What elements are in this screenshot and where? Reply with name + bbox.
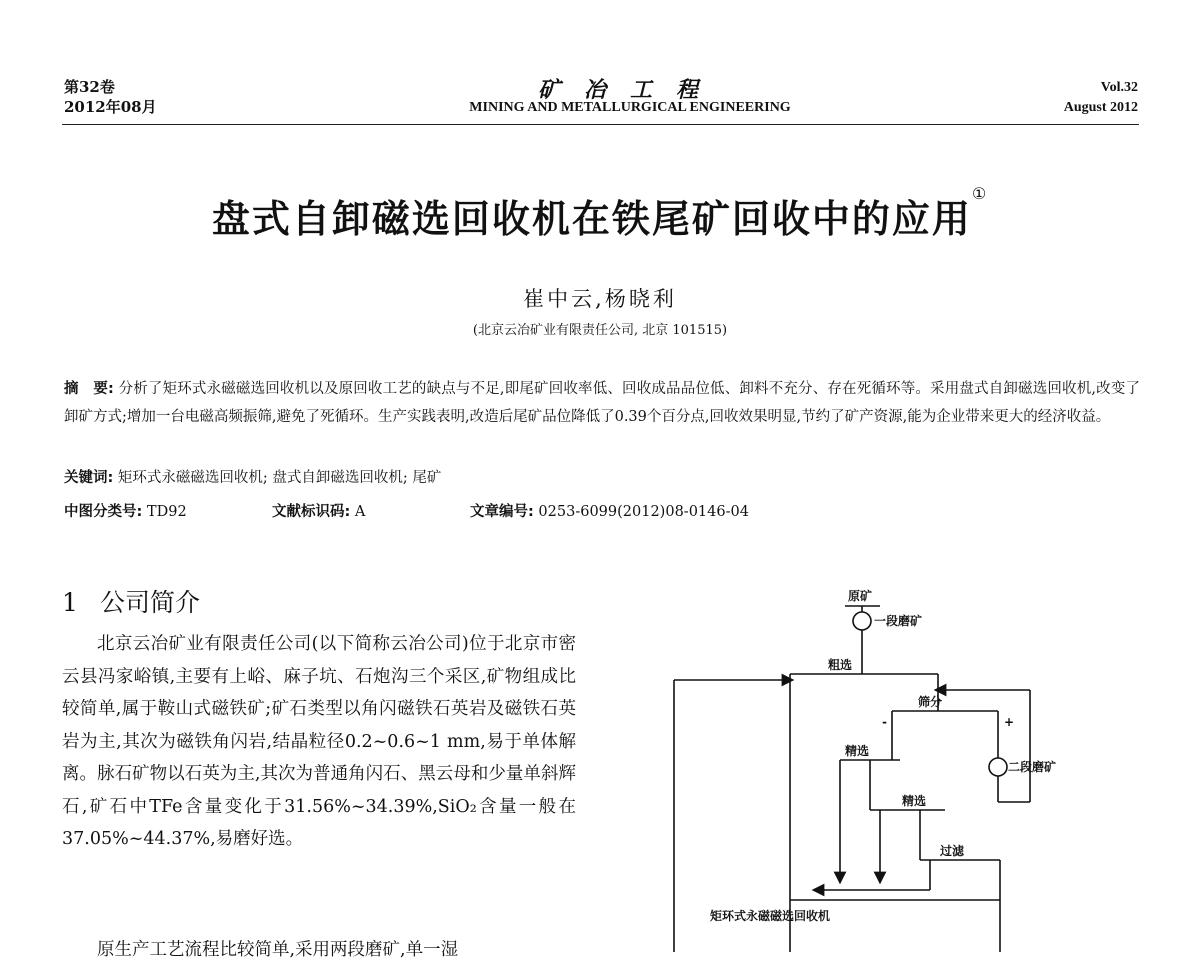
keywords — [64, 466, 441, 487]
diagram-screening: 筛分 — [918, 695, 943, 709]
diagram-minus: - — [882, 715, 887, 729]
diagram-raw-ore: 原矿 — [848, 589, 873, 603]
title-footnote-mark: ① — [971, 184, 989, 203]
authors: 崔中云,杨晓利 — [523, 287, 677, 311]
date-en: August 2012 — [1063, 100, 1138, 115]
clc-value: TD92 — [146, 504, 187, 520]
doc-code-value: A — [354, 504, 366, 520]
abstract-label: 摘 要: — [64, 381, 114, 397]
header-rule — [62, 124, 1139, 125]
article-no-label: 文章编号: — [470, 504, 534, 520]
diagram-recovery-machine: 矩环式永磁磁选回收机 — [710, 909, 831, 923]
section-number: 1 — [62, 588, 78, 617]
abstract — [64, 375, 1140, 431]
abstract-text: 分析了矩环式永磁磁选回收机以及原回收工艺的缺点与不足,即尾矿回收率低、回收成品品位低、卸料不充分、存在死循环等。采用盘式自卸磁选回收机,改变了卸矿方式;增加一台电磁高频振筛,避免了死循环。生产实践表明,改造后尾矿品位降低了0.39个百分点,回收效果明显,节约了矿产资源,能为企业带来更大的经济收益。 — [64, 381, 1140, 425]
keywords-label: 关键词: — [64, 470, 114, 486]
paper-title — [60, 184, 1140, 243]
diagram-grinding-2: 二段磨矿 — [1008, 760, 1057, 774]
diagram-cleaning-1: 精选 — [845, 744, 870, 758]
clc-label: 中图分类号: — [64, 504, 143, 520]
diagram-cleaning-2: 精选 — [902, 794, 927, 808]
grinding-1-circle — [853, 612, 871, 630]
section-paragraph-1: 北京云冶矿业有限责任公司(以下简称云冶公司)位于北京市密云县冯家峪镇,主要有上峪、麻子坑、石炮沟三个采区,矿物组成比较简单,属于鞍山式磁铁矿;矿石类型以角闪磁铁石英岩及磁铁石英岩为主,其次为磁铁角闪岩,结晶粒径0.2~0.6~1 mm,易于单体解离。脉石矿物以石英为主,其次为普通角闪石、黑云母和少量单斜辉石,矿石中TFe含量变化于31.56%~34.39%,SiO₂含量一般在37.05%~44.37%,易磨好选。 — [62, 634, 576, 849]
keywords-text: 矩环式永磁磁选回收机; 盘式自卸磁选回收机; 尾矿 — [117, 470, 442, 486]
process-flow-diagram — [640, 570, 1180, 952]
volume-en: Vol.32 — [1100, 80, 1138, 95]
journal-title-en: MINING AND METALLURGICAL ENGINEERING — [469, 100, 791, 115]
article-no-value: 0253-6099(2012)08-0146-04 — [538, 504, 749, 520]
diagram-filtering: 过滤 — [940, 844, 965, 858]
section-title: 公司简介 — [100, 588, 201, 617]
diagram-grinding-1: 一段磨矿 — [874, 614, 923, 628]
grinding-2-circle — [989, 758, 1007, 776]
paper-title-text: 盘式自卸磁选回收机在铁尾矿回收中的应用 — [211, 197, 972, 241]
diagram-roughing: 粗选 — [828, 658, 853, 672]
doc-code-label: 文献标识码: — [272, 504, 351, 520]
diagram-plus: + — [1004, 715, 1015, 729]
journal-title-cn: 矿冶工程 — [537, 77, 722, 103]
affiliation: (北京云冶矿业有限责任公司, 北京 101515) — [472, 323, 728, 338]
date-cn: 2012年08月 — [64, 98, 157, 116]
volume-cn: 第32卷 — [64, 78, 115, 96]
section-heading — [62, 583, 200, 619]
section-paragraph-2: 原生产工艺流程比较简单,采用两段磨矿,单一湿 — [97, 940, 459, 960]
